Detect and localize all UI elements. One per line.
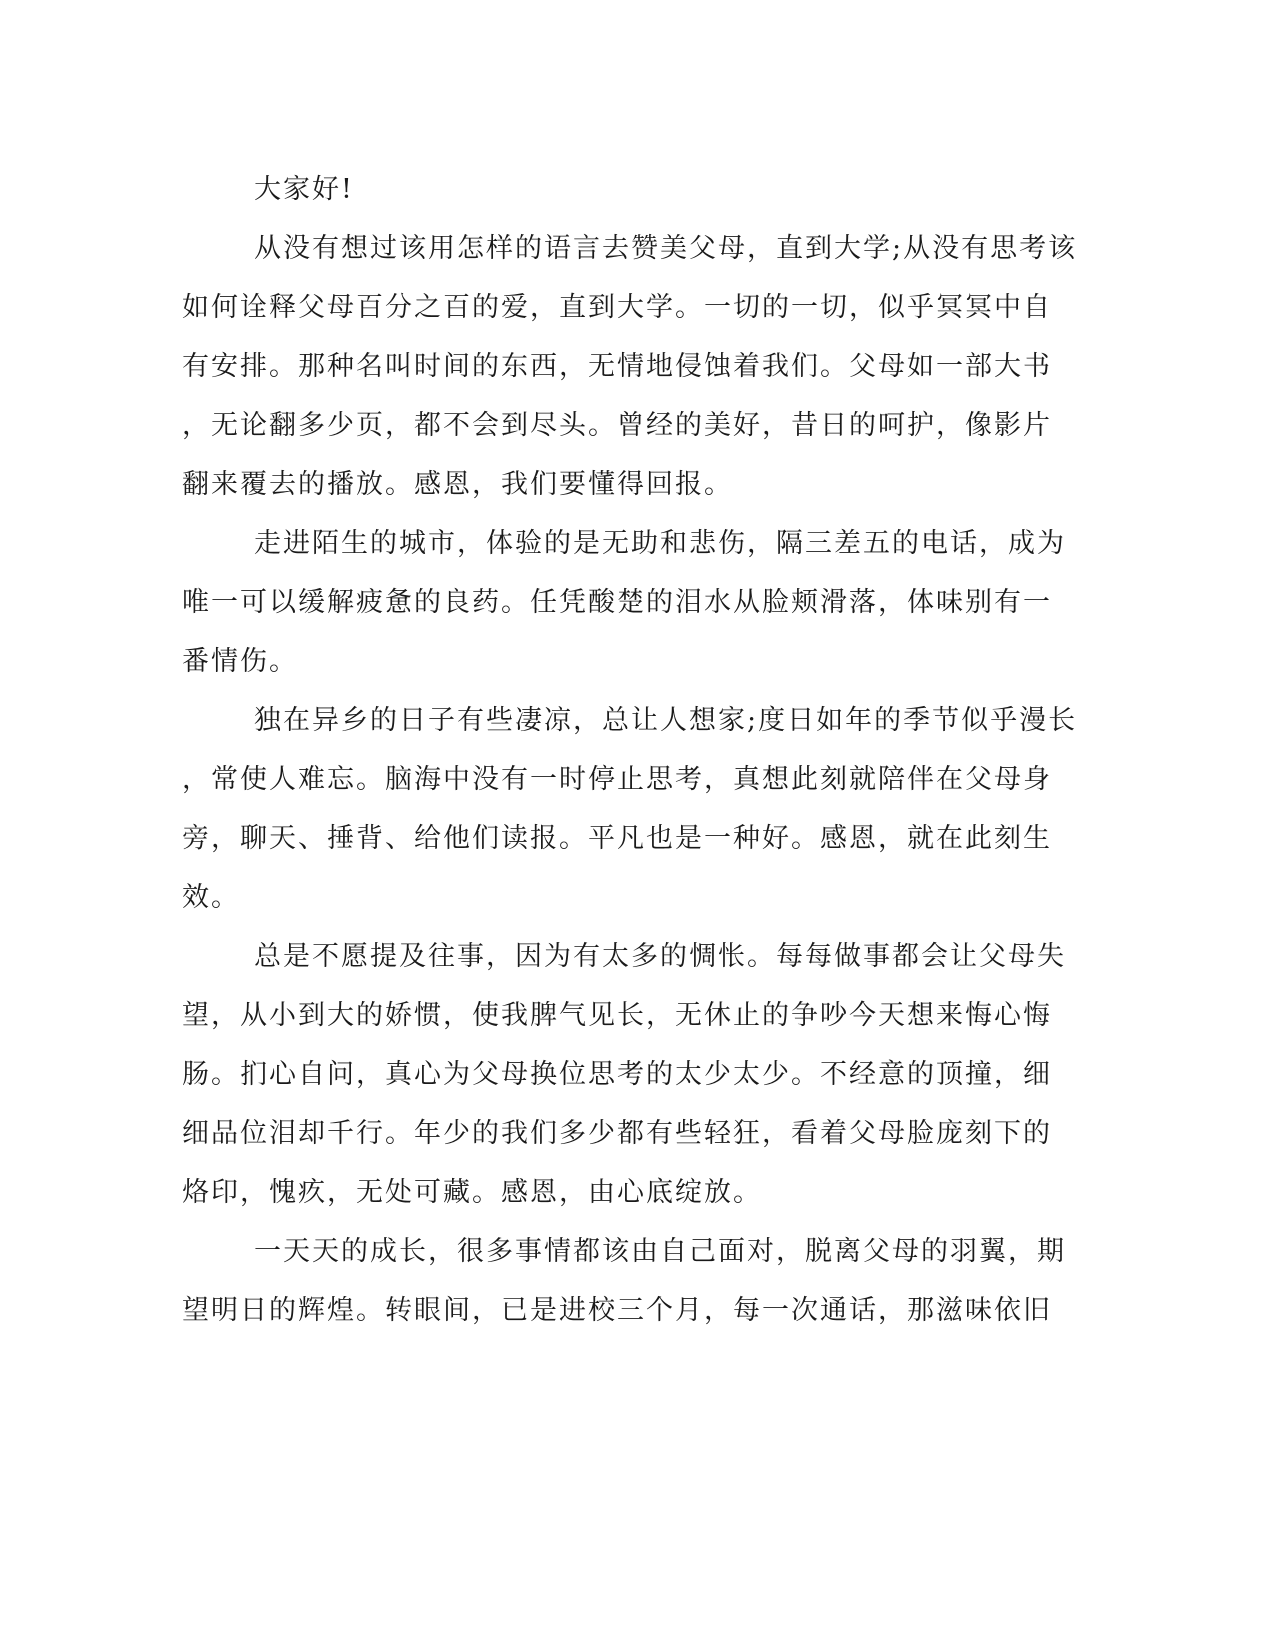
paragraph-5-line-1: 一天天的成长，很多事情都该由自己面对，脱离父母的羽翼，期 — [254, 1236, 1066, 1267]
paragraph-1-line-5: 翻来覆去的播放。感恩，我们要懂得回报。 — [182, 469, 733, 500]
paragraph-1-line-2: 如何诠释父母百分之百的爱，直到大学。一切的一切，似乎冥冥中自 — [182, 292, 1052, 323]
paragraph-3-line-1: 独在异乡的日子有些凄凉，总让人想家;度日如年的季节似乎漫长 — [254, 705, 1078, 736]
paragraph-2-line-3: 番情伤。 — [182, 646, 298, 677]
paragraph-4-line-3: 肠。扪心自问，真心为父母换位思考的太少太少。不经意的顶撞，细 — [182, 1059, 1052, 1090]
paragraph-4-line-2: 望，从小到大的娇惯，使我脾气见长，无休止的争吵今天想来悔心悔 — [182, 1000, 1052, 1031]
paragraph-4-line-4: 细品位泪却千行。年少的我们多少都有些轻狂，看着父母脸庞刻下的 — [182, 1118, 1052, 1149]
paragraph-1-line-1: 从没有想过该用怎样的语言去赞美父母，直到大学;从没有思考该 — [254, 233, 1078, 264]
paragraph-1-line-4: ，无论翻多少页，都不会到尽头。曾经的美好，昔日的呵护，像影片 — [182, 410, 1052, 441]
paragraph-3-line-3: 旁，聊天、捶背、给他们读报。平凡也是一种好。感恩，就在此刻生 — [182, 823, 1052, 854]
paragraph-5-line-2: 望明日的辉煌。转眼间，已是进校三个月，每一次通话，那滋味依旧 — [182, 1295, 1052, 1326]
paragraph-3-line-2: ，常使人难忘。脑海中没有一时停止思考，真想此刻就陪伴在父母身 — [182, 764, 1052, 795]
greeting-line: 大家好! — [254, 174, 354, 205]
paragraph-4-line-1: 总是不愿提及往事，因为有太多的惆怅。每每做事都会让父母失 — [254, 941, 1066, 972]
paragraph-2-line-1: 走进陌生的城市，体验的是无助和悲伤，隔三差五的电话，成为 — [254, 528, 1066, 559]
paragraph-3-line-4: 效。 — [182, 882, 240, 913]
paragraph-2-line-2: 唯一可以缓解疲惫的良药。任凭酸楚的泪水从脸颊滑落，体味别有一 — [182, 587, 1052, 618]
paragraph-4-line-5: 烙印，愧疚，无处可藏。感恩，由心底绽放。 — [182, 1177, 762, 1208]
document-body — [182, 160, 1078, 1340]
paragraph-1-line-3: 有安排。那种名叫时间的东西，无情地侵蚀着我们。父母如一部大书 — [182, 351, 1052, 382]
